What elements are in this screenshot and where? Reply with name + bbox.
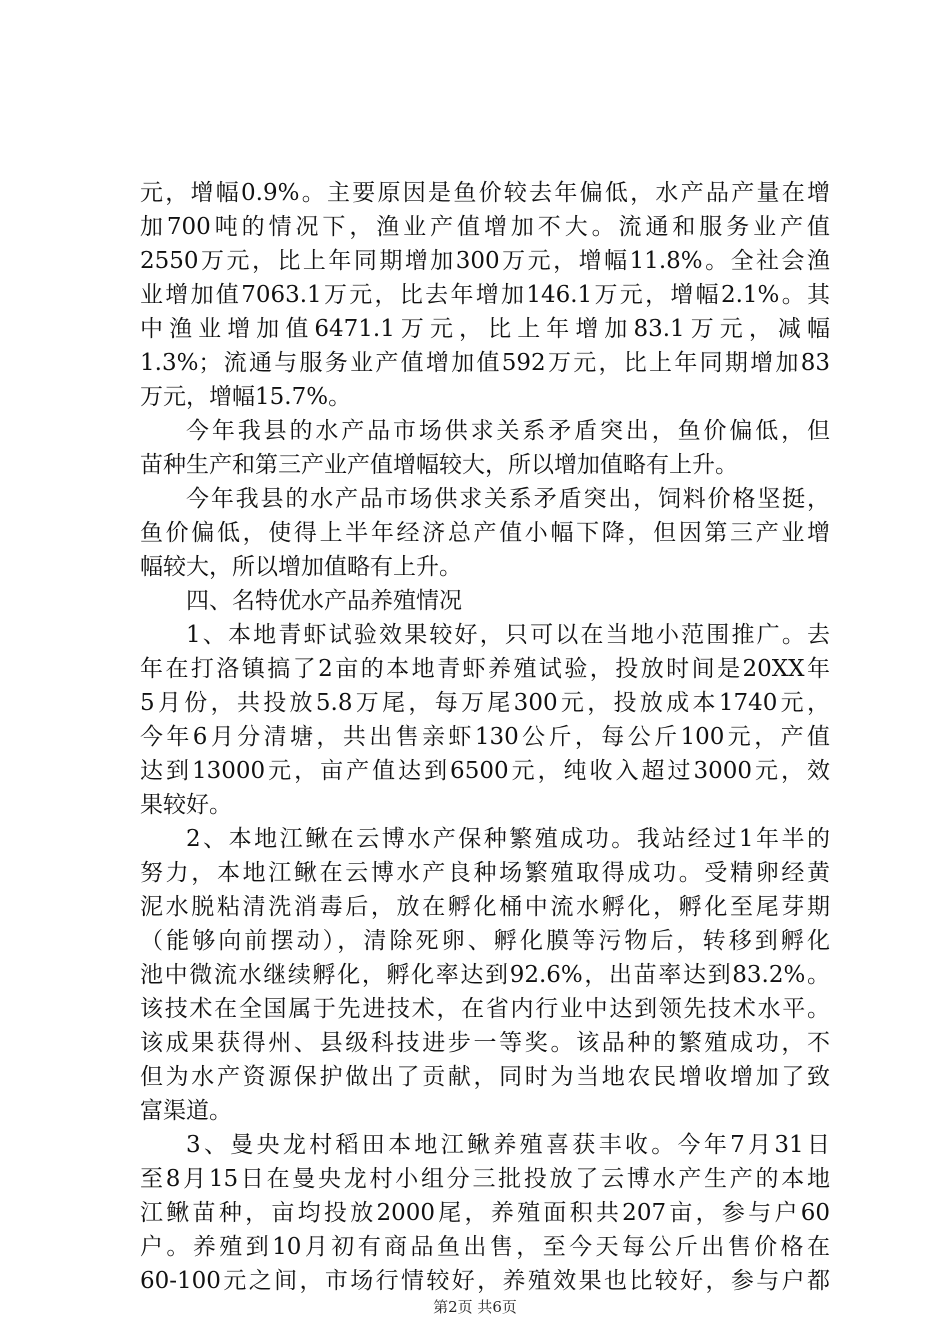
text-line: 该技术在全国属于先进技术，在省内行业中达到领先技术水平。 <box>140 996 830 1022</box>
text-line: 今年我县的水产品市场供求关系矛盾突出，鱼价偏低，但 <box>186 418 830 444</box>
text-line: 该成果获得州、县级科技进步一等奖。该品种的繁殖成功，不 <box>140 1030 830 1056</box>
text-line: 幅较大，所以增加值略有上升。 <box>140 554 462 580</box>
text-line: 1、本地青虾试验效果较好，只可以在当地小范围推广。去 <box>186 622 830 648</box>
text-line: 达到13000元，亩产值达到6500元，纯收入超过3000元，效 <box>140 758 830 784</box>
text-line: 加700吨的情况下，渔业产值增加不大。流通和服务业产值 <box>140 214 830 240</box>
text-line: 3、曼央龙村稻田本地江鳅养殖喜获丰收。今年7月31日 <box>186 1132 830 1158</box>
text-line: 但为水产资源保护做出了贡献，同时为当地农民增收增加了致 <box>140 1064 830 1090</box>
text-line: 元，增幅0.9%。主要原因是鱼价较去年偏低，水产品产量在增 <box>140 180 830 206</box>
text-line: 泥水脱粘清洗消毒后，放在孵化桶中流水孵化，孵化至尾芽期 <box>140 894 830 920</box>
text-line: 5月份，共投放5.8万尾，每万尾300元，投放成本1740元， <box>140 690 830 716</box>
text-line: 池中微流水继续孵化，孵化率达到92.6%，出苗率达到83.2%。 <box>140 962 830 988</box>
text-line: 鱼价偏低，使得上半年经济总产值小幅下降，但因第三产业增 <box>140 520 830 546</box>
text-line: 果较好。 <box>140 792 232 818</box>
text-line: （能够向前摆动），清除死卵、孵化膜等污物后，转移到孵化 <box>140 928 830 954</box>
text-line: 今年6月分清塘，共出售亲虾130公斤，每公斤100元，产值 <box>140 724 830 750</box>
text-line: 60-100元之间，市场行情较好，养殖效果也比较好，参与户都 <box>140 1268 830 1294</box>
text-line: 中渔业增加值6471.1万元，比上年增加83.1万元，减幅 <box>140 316 830 342</box>
text-line: 1.3%；流通与服务业产值增加值592万元，比上年同期增加83 <box>140 350 830 376</box>
text-line: 四、名特优水产品养殖情况 <box>186 588 462 614</box>
text-line: 富渠道。 <box>140 1098 232 1124</box>
text-line: 万元，增幅15.7%。 <box>140 384 352 410</box>
text-line: 今年我县的水产品市场供求关系矛盾突出，饲料价格坚挺， <box>186 486 830 512</box>
text-line: 2、本地江鳅在云博水产保种繁殖成功。我站经过1年半的 <box>186 826 830 852</box>
text-line: 苗种生产和第三产业产值增幅较大，所以增加值略有上升。 <box>140 452 738 478</box>
text-line: 户。养殖到10月初有商品鱼出售，至今天每公斤出售价格在 <box>140 1234 830 1260</box>
text-line: 江鳅苗种，亩均投放2000尾，养殖面积共207亩，参与户60 <box>140 1200 830 1226</box>
text-line: 业增加值7063.1万元，比去年增加146.1万元，增幅2.1%。其 <box>140 282 830 308</box>
document-body <box>140 176 830 1298</box>
text-line: 至8月15日在曼央龙村小组分三批投放了云博水产生产的本地 <box>140 1166 830 1192</box>
text-line: 年在打洛镇搞了2亩的本地青虾养殖试验，投放时间是20XX年 <box>140 656 830 682</box>
page-footer: 第2页 共6页 <box>433 1298 517 1316</box>
text-line: 努力，本地江鳅在云博水产良种场繁殖取得成功。受精卵经黄 <box>140 860 830 886</box>
text-line: 2550万元，比上年同期增加300万元，增幅11.8%。全社会渔 <box>140 248 830 274</box>
